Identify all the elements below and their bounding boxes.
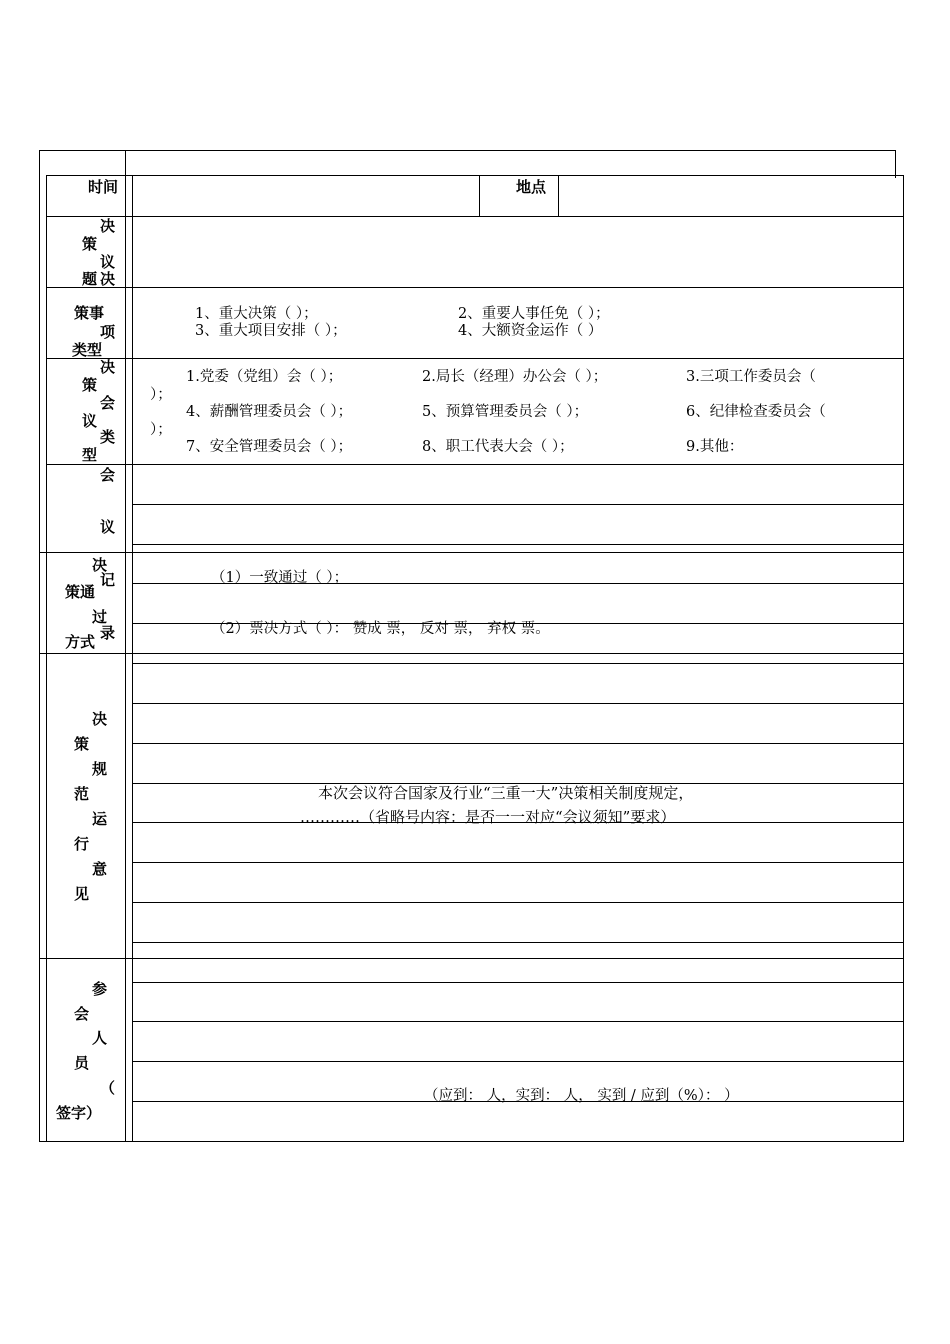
- attendees-label-char: 员: [74, 1054, 90, 1072]
- table-border: [39, 150, 40, 1142]
- meeting-type-label-char: 会: [100, 394, 116, 412]
- meeting-type-label-char: 型: [82, 446, 98, 464]
- meeting-record-label-char: 会: [100, 466, 116, 484]
- decision-method-label-char: 过: [92, 608, 108, 626]
- ruled-line: [132, 902, 903, 903]
- decision-method-label-char: 方式: [65, 633, 96, 651]
- table-border: [479, 175, 480, 216]
- table-border: [903, 175, 904, 1142]
- meeting-record-label-char: 记: [100, 571, 116, 589]
- meeting-option-safety-committee[interactable]: 7、安全管理委员会（ ）；: [186, 439, 353, 455]
- compliance-statement-line2: …………（省略号内容：是否一一对应“会议须知”要求）: [300, 808, 676, 826]
- attendees-label-char: 参: [92, 980, 108, 998]
- meeting-option-workers-congress[interactable]: 8、职工代表大会（ ）；: [422, 439, 574, 455]
- meeting-record-field[interactable]: [133, 465, 902, 551]
- attendees-label-char: 会: [74, 1005, 90, 1023]
- table-border: [46, 175, 47, 1142]
- ruled-line: [132, 743, 903, 744]
- meeting-option-discipline-committee[interactable]: 6、纪律检查委员会（: [686, 404, 826, 420]
- compliance-label-char: 意: [92, 860, 108, 878]
- matter-option-major-decision[interactable]: 1、重大决策（ ）；: [195, 306, 318, 322]
- table-border: [46, 358, 904, 359]
- matter-option-personnel[interactable]: 2、重要人事任免（ ）；: [458, 306, 610, 322]
- meeting-option-party-committee[interactable]: 1.党委（党组）会（ ）；: [186, 369, 343, 385]
- attendees-label-char: （: [100, 1079, 116, 1097]
- compliance-label-char: 运: [92, 810, 108, 828]
- matter-type-label-char: 策事: [74, 304, 105, 322]
- topic-field[interactable]: [133, 217, 902, 286]
- ruled-line: [132, 862, 903, 863]
- matter-type-label-char: 类型: [72, 341, 103, 359]
- topic-label-char: 议: [100, 253, 116, 271]
- meeting-option-salary-committee[interactable]: 4、薪酬管理委员会（ ）；: [186, 404, 353, 420]
- meeting-option-other[interactable]: 9.其他：: [686, 439, 744, 455]
- table-border: [39, 653, 904, 654]
- meeting-option-three-committee[interactable]: 3.三项工作委员会（: [686, 369, 816, 385]
- location-field[interactable]: [559, 176, 902, 215]
- decision-method-label-char: 策通: [65, 583, 96, 601]
- matter-option-large-funds[interactable]: 4、大额资金运作（ ）: [458, 323, 603, 339]
- topic-label-char: 题: [82, 270, 98, 288]
- time-field[interactable]: [133, 176, 478, 215]
- ruled-line: [132, 663, 903, 664]
- decision-method-label-char: 决: [92, 556, 108, 574]
- decision-unanimous-option[interactable]: （1）一致通过（ ）；: [211, 570, 349, 586]
- compliance-label-char: 行: [74, 835, 90, 853]
- attendees-label-char: 人: [92, 1029, 108, 1047]
- compliance-label-char: 策: [74, 735, 90, 753]
- meeting-type-label-char: 议: [82, 412, 98, 430]
- meeting-type-label-char: 类: [100, 428, 116, 446]
- topic-label-char: 策: [82, 235, 98, 253]
- ruled-line: [132, 942, 903, 943]
- meeting-type-label-char: 策: [82, 376, 98, 394]
- table-border: [39, 552, 904, 553]
- matter-type-label-char: 决: [100, 270, 116, 288]
- attendees-label-char: 签字）: [56, 1104, 102, 1122]
- compliance-label-char: 范: [74, 785, 90, 803]
- matter-option-major-project[interactable]: 3、重大项目安排（ ）；: [195, 323, 347, 339]
- attendees-signature-field[interactable]: [133, 959, 902, 1079]
- table-border: [39, 150, 896, 151]
- ruled-line: [132, 703, 903, 704]
- meeting-type-label-char: 决: [100, 358, 116, 376]
- compliance-label-char: 规: [92, 760, 108, 778]
- attendance-summary: （应到： 人，实到： 人， 实到 / 应到（%）： ）: [424, 1088, 739, 1104]
- meeting-record-label-char: 录: [100, 624, 116, 642]
- compliance-statement-line1: 本次会议符合国家及行业“三重一大”决策相关制度规定，: [318, 784, 694, 802]
- meeting-option-discipline-committee-cont: ）；: [150, 422, 172, 438]
- decision-vote-option[interactable]: （2）票决方式（ ）： 赞成 票， 反对 票， 弃权 票。: [211, 621, 550, 637]
- compliance-label-char: 见: [74, 885, 90, 903]
- location-label: 地点: [515, 178, 546, 196]
- table-border: [46, 287, 904, 288]
- compliance-label-char: 决: [92, 710, 108, 728]
- table-border: [125, 150, 126, 1142]
- topic-label-char: 决: [100, 217, 116, 235]
- meeting-option-three-committee-cont: ）；: [150, 387, 172, 403]
- table-border: [39, 1141, 904, 1142]
- table-border: [895, 150, 896, 178]
- meeting-record-label-char: 议: [100, 518, 116, 536]
- meeting-option-budget-committee[interactable]: 5、预算管理委员会（ ）；: [422, 404, 589, 420]
- meeting-option-director-office[interactable]: 2.局长（经理）办公会（ ）；: [422, 369, 608, 385]
- time-label: 时间: [87, 178, 118, 196]
- matter-type-label-char: 项: [100, 323, 116, 341]
